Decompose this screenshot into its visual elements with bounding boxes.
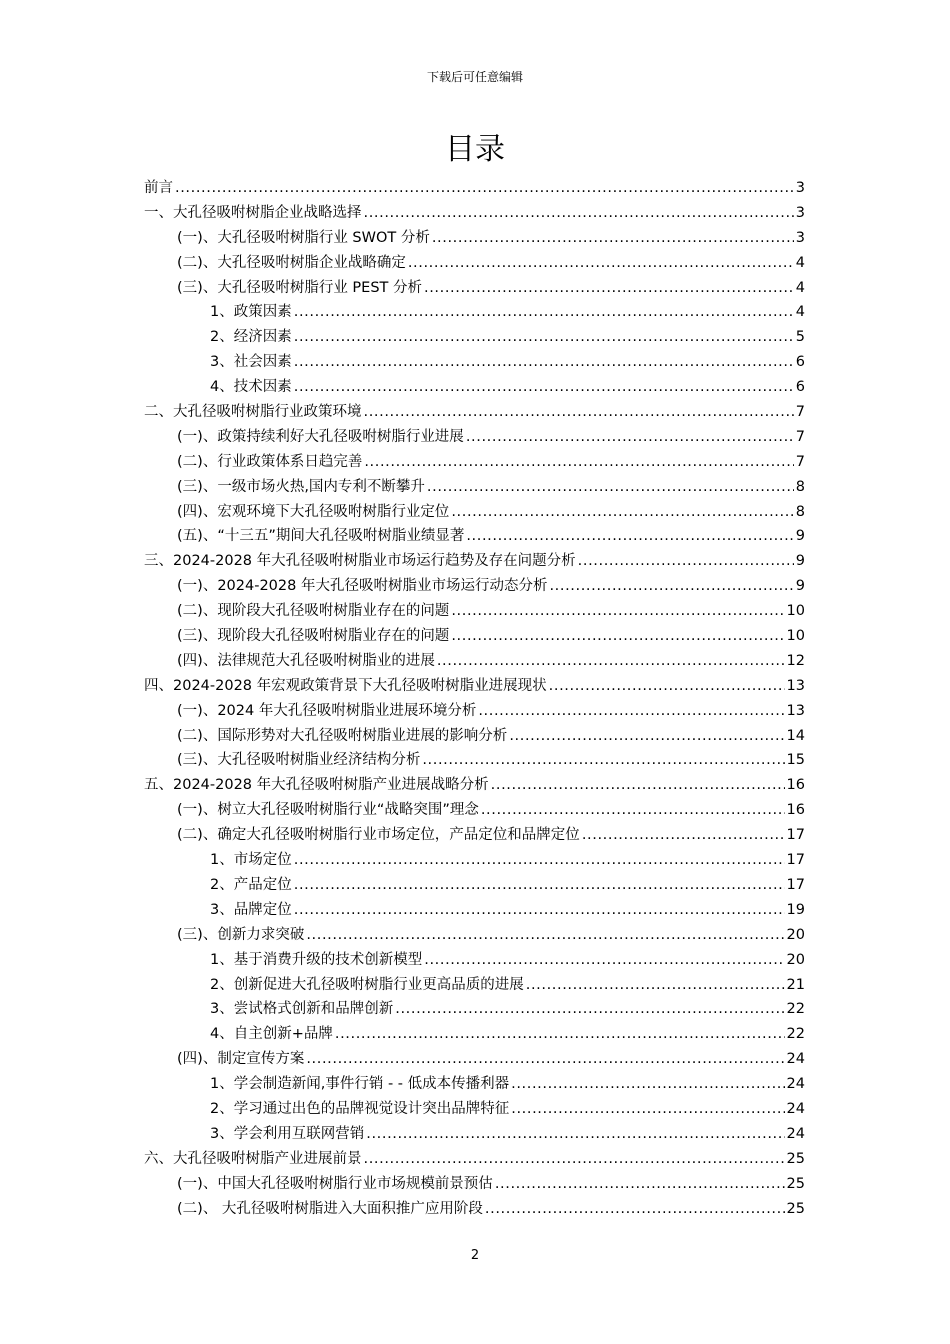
toc-entry-page: 20 xyxy=(786,926,805,943)
toc-dot-leader xyxy=(432,226,794,251)
toc-entry-page: 24 xyxy=(786,1100,805,1117)
toc-dot-leader xyxy=(294,300,794,325)
toc-entry-page: 19 xyxy=(786,901,805,918)
toc-entry-page: 3 xyxy=(795,204,805,221)
toc-entry-title: (一)、2024-2028 年大孔径吸咐树脂业市场运行动态分析 xyxy=(177,578,548,595)
toc-entry[interactable] xyxy=(144,599,805,624)
toc-entry[interactable] xyxy=(144,923,805,948)
toc-entry-page: 17 xyxy=(786,876,805,893)
toc-entry-page: 21 xyxy=(786,976,805,993)
toc-entry-title: 二、大孔径吸咐树脂行业政策环境 xyxy=(144,404,362,421)
toc-dot-leader xyxy=(511,1097,784,1122)
toc-entry-title: 2、产品定位 xyxy=(210,876,292,893)
header-note: 下载后可任意编辑 xyxy=(426,70,523,84)
toc-dot-leader xyxy=(364,450,793,475)
toc-entry[interactable] xyxy=(144,773,805,798)
toc-dot-leader xyxy=(294,325,794,350)
toc-entry-title: (三)、创新力求突破 xyxy=(177,926,305,943)
toc-entry-page: 7 xyxy=(795,404,805,421)
toc-entry-title: (四)、法律规范大孔径吸咐树脂业的进展 xyxy=(177,652,435,669)
toc-dot-leader xyxy=(437,649,785,674)
toc-entry-title: (二)、 大孔径吸咐树脂进入大面积推广应用阶段 xyxy=(177,1200,483,1217)
toc-entry-page: 17 xyxy=(786,827,805,844)
toc-entry-page: 16 xyxy=(786,802,805,819)
toc-entry-title: 3、品牌定位 xyxy=(210,901,292,918)
toc-entry-title: (五)、“十三五”期间大孔径吸咐树脂业绩显著 xyxy=(177,528,465,545)
toc-entry[interactable] xyxy=(144,201,805,226)
toc-entry-title: (四)、制定宣传方案 xyxy=(177,1051,305,1068)
toc-entry-page: 22 xyxy=(786,1026,805,1043)
toc-entry-title: 六、大孔径吸咐树脂产业进展前景 xyxy=(144,1150,362,1167)
toc-dot-leader xyxy=(466,425,794,450)
page-number: 2 xyxy=(470,1248,480,1263)
toc-entry[interactable] xyxy=(144,1172,805,1197)
toc-entry-page: 6 xyxy=(795,354,805,371)
toc-entry[interactable] xyxy=(144,624,805,649)
toc-entry-title: 三、2024-2028 年大孔径吸咐树脂业市场运行趋势及存在问题分析 xyxy=(144,553,576,570)
toc-dot-leader xyxy=(294,375,794,400)
toc-dot-leader xyxy=(451,624,784,649)
toc-entry-title: 2、学习通过出色的品牌视觉设计突出品牌特征 xyxy=(210,1100,510,1117)
toc-dot-leader xyxy=(366,1122,784,1147)
toc-entry-title: (二)、国际形势对大孔径吸咐树脂业进展的影响分析 xyxy=(177,727,508,744)
toc-entry-page: 7 xyxy=(795,453,805,470)
toc-entry-page: 25 xyxy=(786,1200,805,1217)
toc-entry-page: 4 xyxy=(795,304,805,321)
toc-entry-title: (一)、大孔径吸咐树脂行业 SWOT 分析 xyxy=(177,229,430,246)
toc-dot-leader xyxy=(427,475,794,500)
toc-dot-leader xyxy=(495,1172,785,1197)
toc-entry-page: 6 xyxy=(795,379,805,396)
toc-dot-leader xyxy=(335,1022,785,1047)
toc-entry[interactable] xyxy=(144,524,805,549)
toc-entry[interactable] xyxy=(144,1147,805,1172)
toc-dot-leader xyxy=(451,500,793,525)
toc-entry-page: 9 xyxy=(795,528,805,545)
toc-entry[interactable] xyxy=(144,176,805,201)
toc-entry-title: 四、2024-2028 年宏观政策背景下大孔径吸咐树脂业进展现状 xyxy=(144,677,547,694)
toc-entry[interactable] xyxy=(144,400,805,425)
toc-dot-leader xyxy=(491,773,785,798)
toc-dot-leader xyxy=(364,400,794,425)
toc-entry[interactable] xyxy=(144,1122,805,1147)
toc-dot-leader xyxy=(478,699,784,724)
toc-dot-leader xyxy=(306,1047,784,1072)
toc-entry-title: (二)、现阶段大孔径吸咐树脂业存在的问题 xyxy=(177,603,450,620)
toc-entry-page: 13 xyxy=(786,677,805,694)
toc-title: 目录 xyxy=(445,132,505,167)
table-of-contents xyxy=(144,176,805,1221)
toc-dot-leader xyxy=(549,674,785,699)
toc-entry[interactable] xyxy=(144,276,805,301)
toc-entry-title: (二)、行业政策体系日趋完善 xyxy=(177,453,363,470)
toc-entry[interactable] xyxy=(144,251,805,276)
toc-entry-page: 25 xyxy=(786,1175,805,1192)
toc-dot-leader xyxy=(294,848,785,873)
toc-entry[interactable] xyxy=(144,425,805,450)
toc-entry-title: (一)、中国大孔径吸咐树脂行业市场规模前景预估 xyxy=(177,1175,493,1192)
toc-entry[interactable] xyxy=(144,798,805,823)
toc-entry-page: 7 xyxy=(795,428,805,445)
toc-entry[interactable] xyxy=(144,226,805,251)
toc-entry-title: (二)、确定大孔径吸咐树脂行业市场定位，产品定位和品牌定位 xyxy=(177,827,580,844)
toc-entry[interactable] xyxy=(144,898,805,923)
toc-entry-page: 9 xyxy=(795,578,805,595)
toc-entry[interactable] xyxy=(144,375,805,400)
toc-dot-leader xyxy=(422,748,784,773)
toc-entry[interactable] xyxy=(144,649,805,674)
toc-entry-page: 24 xyxy=(786,1076,805,1093)
toc-entry-title: 1、学会制造新闻,事件行销 - - 低成本传播利器 xyxy=(210,1076,510,1093)
toc-entry-title: (三)、大孔径吸咐树脂业经济结构分析 xyxy=(177,752,421,769)
toc-entry[interactable] xyxy=(144,300,805,325)
toc-entry-title: (一)、树立大孔径吸咐树脂行业“战略突围”理念 xyxy=(177,802,479,819)
toc-entry-page: 5 xyxy=(795,329,805,346)
toc-entry[interactable] xyxy=(144,848,805,873)
toc-entry[interactable] xyxy=(144,1072,805,1097)
toc-entry-title: 2、经济因素 xyxy=(210,329,292,346)
toc-entry[interactable] xyxy=(144,873,805,898)
toc-entry-page: 3 xyxy=(795,180,805,196)
toc-entry-page: 9 xyxy=(795,553,805,570)
toc-entry-page: 20 xyxy=(786,951,805,968)
toc-entry[interactable] xyxy=(144,1047,805,1072)
toc-dot-leader xyxy=(481,798,785,823)
toc-entry-title: 一、大孔径吸咐树脂企业战略选择 xyxy=(144,204,362,221)
toc-dot-leader xyxy=(511,1072,784,1097)
toc-entry-page: 15 xyxy=(786,752,805,769)
toc-entry-page: 22 xyxy=(786,1001,805,1018)
toc-entry-title: (三)、一级市场火热,国内专利不断攀升 xyxy=(177,478,425,495)
toc-entry-title: 3、尝试格式创新和品牌创新 xyxy=(210,1001,394,1018)
toc-dot-leader xyxy=(364,1147,785,1172)
toc-entry-page: 24 xyxy=(786,1125,805,1142)
toc-entry-title: 1、市场定位 xyxy=(210,852,292,869)
toc-entry-page: 17 xyxy=(786,852,805,869)
toc-entry[interactable] xyxy=(144,997,805,1022)
toc-entry[interactable] xyxy=(144,574,805,599)
toc-entry-title: (一)、政策持续利好大孔径吸咐树脂行业进展 xyxy=(177,428,464,445)
toc-dot-leader xyxy=(294,350,794,375)
toc-entry[interactable] xyxy=(144,748,805,773)
toc-entry-page: 13 xyxy=(786,702,805,719)
toc-entry-title: (四)、宏观环境下大孔径吸咐树脂行业定位 xyxy=(177,503,450,520)
toc-entry-title: 3、社会因素 xyxy=(210,354,292,371)
toc-entry[interactable] xyxy=(144,674,805,699)
toc-entry-page: 24 xyxy=(786,1051,805,1068)
toc-dot-leader xyxy=(424,276,794,301)
toc-dot-leader xyxy=(485,1197,785,1222)
toc-dot-leader xyxy=(175,176,794,201)
toc-dot-leader xyxy=(294,898,785,923)
toc-dot-leader xyxy=(306,923,784,948)
toc-entry-page: 10 xyxy=(786,628,805,645)
toc-entry[interactable] xyxy=(144,549,805,574)
toc-entry-page: 8 xyxy=(795,503,805,520)
toc-entry[interactable] xyxy=(144,350,805,375)
toc-dot-leader xyxy=(364,201,794,226)
toc-entry-title: 1、基于消费升级的技术创新模型 xyxy=(210,951,423,968)
toc-entry[interactable] xyxy=(144,475,805,500)
toc-entry-title: 3、学会利用互联网营销 xyxy=(210,1125,365,1142)
toc-entry-title: 前言 xyxy=(144,180,173,196)
toc-entry-title: (二)、大孔径吸咐树脂企业战略确定 xyxy=(177,254,406,271)
toc-entry-title: 2、创新促进大孔径吸咐树脂行业更高品质的进展 xyxy=(210,976,524,993)
toc-entry-page: 12 xyxy=(786,652,805,669)
toc-dot-leader xyxy=(549,574,793,599)
toc-dot-leader xyxy=(424,948,784,973)
toc-entry-page: 4 xyxy=(795,279,805,296)
toc-entry[interactable] xyxy=(144,699,805,724)
toc-entry[interactable] xyxy=(144,948,805,973)
toc-entry[interactable] xyxy=(144,823,805,848)
toc-entry[interactable] xyxy=(144,724,805,749)
toc-entry[interactable] xyxy=(144,1197,805,1222)
toc-dot-leader xyxy=(526,973,785,998)
toc-dot-leader xyxy=(395,997,784,1022)
toc-entry-title: 1、政策因素 xyxy=(210,304,292,321)
toc-entry[interactable] xyxy=(144,325,805,350)
toc-entry-page: 14 xyxy=(786,727,805,744)
toc-entry[interactable] xyxy=(144,973,805,998)
toc-entry[interactable] xyxy=(144,500,805,525)
toc-entry-title: (三)、现阶段大孔径吸咐树脂业存在的问题 xyxy=(177,628,450,645)
toc-dot-leader xyxy=(578,549,794,574)
toc-entry-page: 8 xyxy=(795,478,805,495)
toc-entry-title: (三)、大孔径吸咐树脂行业 PEST 分析 xyxy=(177,279,422,296)
toc-entry-page: 10 xyxy=(786,603,805,620)
toc-dot-leader xyxy=(466,524,793,549)
toc-entry-title: (一)、2024 年大孔径吸咐树脂业进展环境分析 xyxy=(177,702,477,719)
toc-dot-leader xyxy=(294,873,785,898)
toc-entry-title: 五、2024-2028 年大孔径吸咐树脂产业进展战略分析 xyxy=(144,777,489,794)
toc-entry[interactable] xyxy=(144,1097,805,1122)
toc-entry[interactable] xyxy=(144,1022,805,1047)
toc-dot-leader xyxy=(408,251,794,276)
toc-entry-page: 25 xyxy=(786,1150,805,1167)
toc-entry[interactable] xyxy=(144,450,805,475)
toc-dot-leader xyxy=(451,599,784,624)
toc-entry-page: 3 xyxy=(795,229,805,246)
toc-entry-page: 4 xyxy=(795,254,805,271)
toc-entry-page: 16 xyxy=(786,777,805,794)
toc-dot-leader xyxy=(509,724,784,749)
toc-entry-title: 4、技术因素 xyxy=(210,379,292,396)
toc-entry-title: 4、自主创新+品牌 xyxy=(210,1026,333,1043)
toc-dot-leader xyxy=(582,823,785,848)
